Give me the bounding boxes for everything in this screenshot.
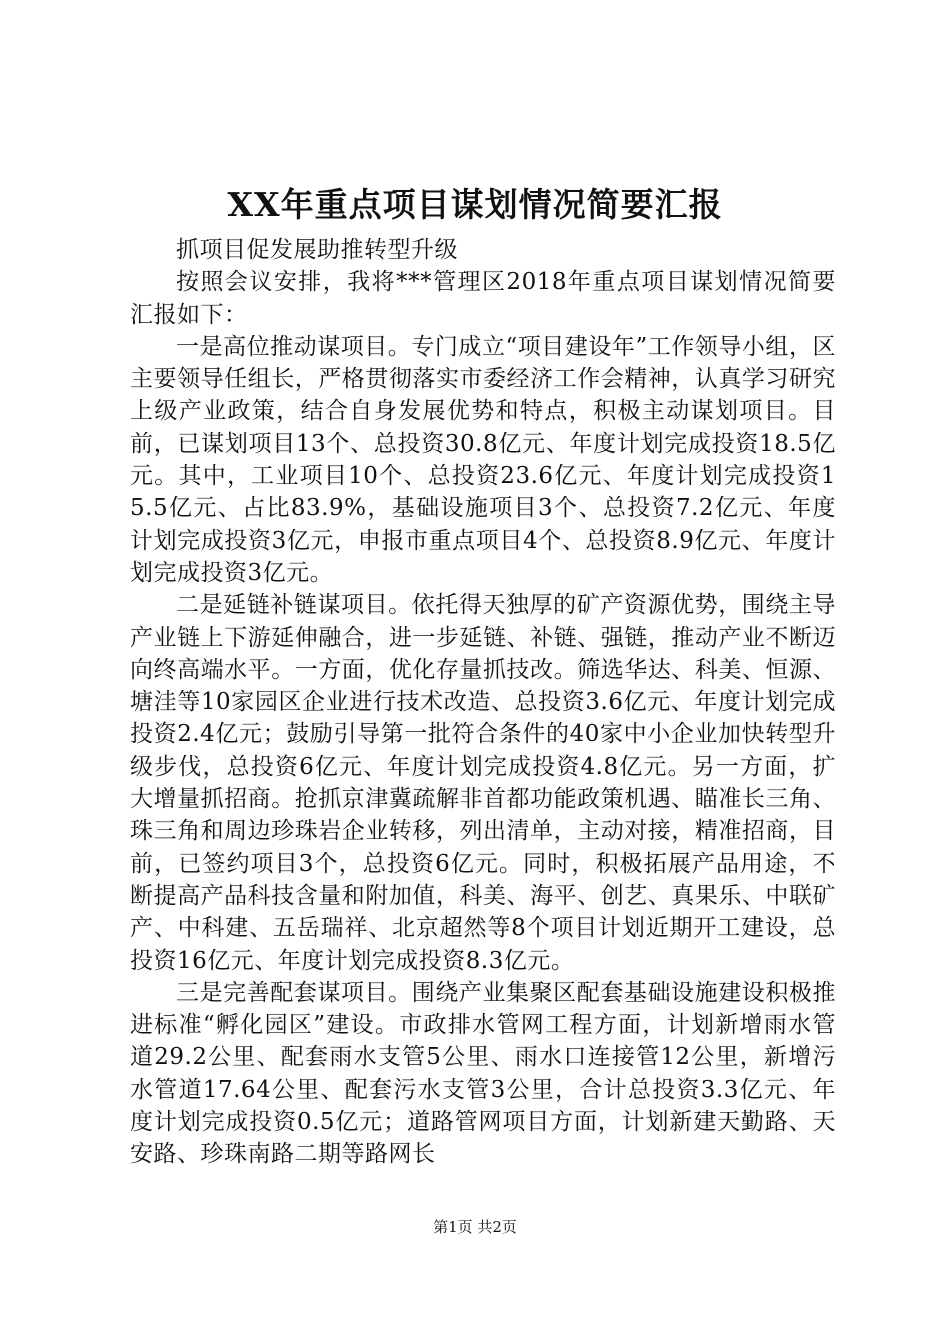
- body-paragraph-2: 二是延链补链谋项目。依托得天独厚的矿产资源优势，围绕主导产业链上下游延伸融合，进一步延链、补链、强链，推动产业不断迈向终高端水平。一方面，优化存量抓技改。筛选华达、科美、恒源、塘洼等10家园区企业进行技术改造、总投资3.6亿元、年度计划完成投资2.4亿元；鼓励引导第一批符合条件的40家中小企业加快转型升级步伐，总投资6亿元、年度计划完成投资4.8亿元。另一方面，扩大增量抓招商。抢抓京津冀疏解非首都功能政策机遇、瞄准长三角、珠三角和周边珍珠岩企业转移，列出清单，主动对接，精准招商，目前，已签约项目3个，总投资6亿元。同时，积极拓展产品用途，不断提高产品科技含量和附加值，科美、海平、创艺、真果乐、中联矿产、中科建、五岳瑞祥、北京超然等8个项目计划近期开工建设，总投资16亿元、年度计划完成投资8.3亿元。: [130, 592, 836, 974]
- subtitle-paragraph: 抓项目促发展助推转型升级: [176, 237, 458, 263]
- document-title: XX年重点项目谋划情况简要汇报: [227, 185, 723, 224]
- intro-paragraph: 按照会议安排，我将***管理区2018年重点项目谋划情况简要汇报如下：: [130, 269, 836, 328]
- page-footer: 第1页 共2页: [433, 1218, 517, 1236]
- body-paragraph-1: 一是高位推动谋项目。专门成立“项目建设年”工作领导小组，区主要领导任组长，严格贯彻落实市委经济工作会精神，认真学习研究上级产业政策，结合自身发展优势和特点，积极主动谋划项目。目前，已谋划项目13个、总投资30.8亿元、年度计划完成投资18.5亿元。其中，工业项目10个、总投资23.6亿元、年度计划完成投资15.5亿元、占比83.9%，基础设施项目3个、总投资7.2亿元、年度计划完成投资3亿元，申报市重点项目4个、总投资8.9亿元、年度计划完成投资3亿元。: [130, 333, 836, 586]
- document-body: [130, 234, 836, 1171]
- body-paragraph-3: 三是完善配套谋项目。围绕产业集聚区配套基础设施建设积极推进标准“孵化园区”建设。市政排水管网工程方面，计划新增雨水管道29.2公里、配套雨水支管5公里、雨水口连接管12公里，新增污水管道17.64公里、配套污水支管3公里，合计总投资3.3亿元、年度计划完成投资0.5亿元；道路管网项目方面，计划新建天勤路、天安路、珍珠南路二期等路网长: [130, 979, 836, 1168]
